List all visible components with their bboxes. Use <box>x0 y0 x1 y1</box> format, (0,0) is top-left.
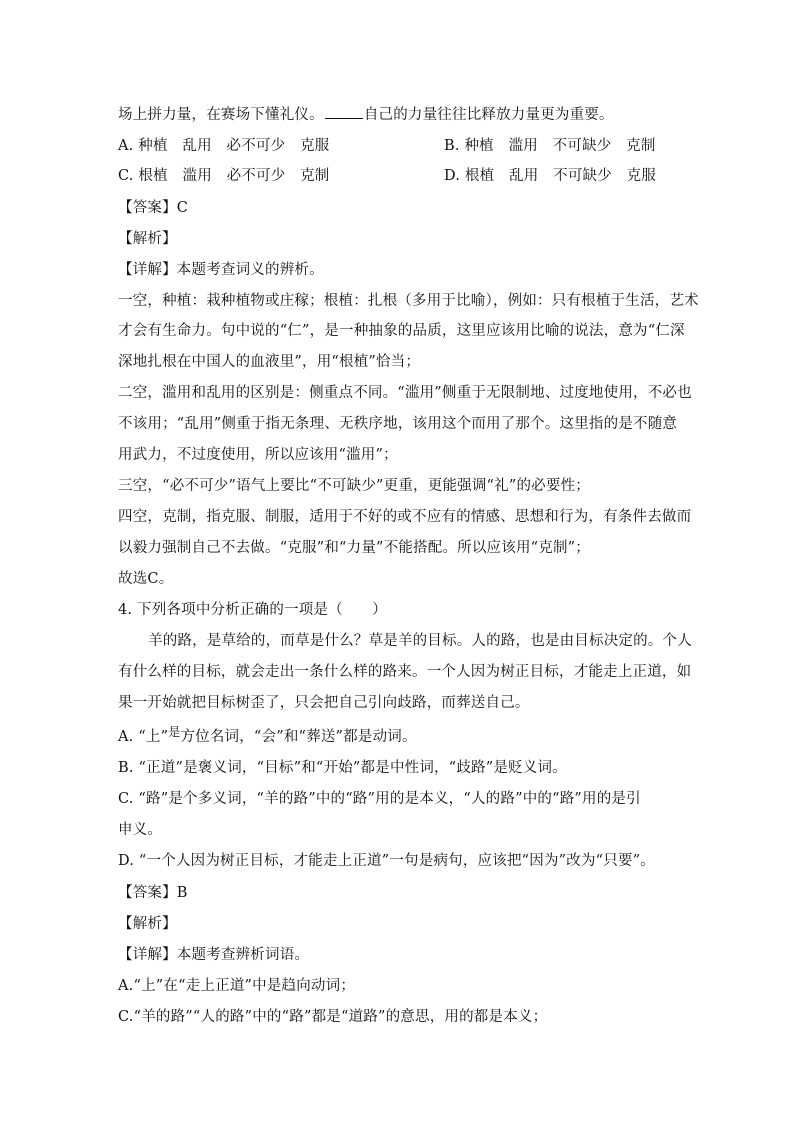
q3-analysis-line: 二空，滥用和乱用的区别是：侧重点不同。“滥用”侧重于无限制地、过度地使用，不必也 <box>118 385 692 401</box>
q3-analysis-line: 三空，“必不可少”语气上要比“不可缺少”更重，更能强调“礼”的必要性； <box>118 478 590 494</box>
q3-option-d: D. 根植 乱用 不可缺少 克服 <box>444 168 657 184</box>
q3-option-a: A. 种植 乱用 必不可少 克服 <box>118 138 330 154</box>
q3-analysis-line: 以毅力强制自己不去做。“克服”和“力量”不能搭配。所以应该用“克制”； <box>118 540 590 556</box>
q4-option-a-pre: A. “上” <box>118 729 169 745</box>
q3-analysis-title: 【解析】 <box>118 231 177 247</box>
fill-blank <box>325 106 363 119</box>
q4-passage-line: 有什么样的目标，就会走出一条什么样的路来。一个人因为树正目标，才能走上正道，如 <box>118 664 692 680</box>
q3-answer: 【答案】C <box>118 200 189 216</box>
q4-answer: 【答案】B <box>118 885 188 901</box>
q4-passage-line: 果一开始就把目标树歪了，只会把自己引向歧路，而葬送自己。 <box>118 695 530 711</box>
q3-options-row-2 <box>118 167 678 185</box>
q3-detail: 【详解】本题考查词义的辨析。 <box>118 262 324 278</box>
q3-conclusion: 故选C。 <box>118 571 174 587</box>
q4-option-a-superscript: 是 <box>168 725 181 739</box>
q4-option-d: D. “一个人因为树正目标，才能走上正道”一句是病句，应该把“因为”改为“只要”。 <box>118 853 656 869</box>
q4-option-a-post: 方位名词，“会”和“葬送”都是动词。 <box>180 729 417 745</box>
q4-option-a <box>118 725 678 746</box>
q4-analysis-line: C.“羊的路”“人的路”中的“路”都是“道路”的意思，用的都是本义； <box>118 1009 548 1025</box>
q3-analysis-line: 四空，克制，指克服、制服，适用于不好的或不应有的情感、思想和行为，有条件去做而 <box>118 509 692 525</box>
q3-stem-tail <box>118 106 678 124</box>
q3-analysis-line: 深地扎根在中国人的血液里”，用“根植”恰当； <box>118 354 421 370</box>
q4-option-c: C. “路”是个多义词，“羊的路”中的“路”用的是本义，“人的路”中的“路”用的是引 <box>118 791 641 807</box>
q4-stem: 4. 下列各项中分析正确的一项是（ ） <box>118 602 387 618</box>
q4-option-c-cont: 申义。 <box>118 822 163 838</box>
q4-analysis-title: 【解析】 <box>118 916 177 932</box>
q3-stem-part-b: 自己的力量往往比释放力量更为重要。 <box>363 107 614 123</box>
q4-passage-line: 羊的路，是草给的，而草是什么？草是羊的目标。人的路，也是由目标决定的。个人 <box>148 633 692 649</box>
q3-options-row-1 <box>118 137 678 155</box>
q3-analysis-line: 才会有生命力。句中说的“仁”，是一种抽象的品质，这里应该用比喻的说法，意为“仁深 <box>118 323 685 339</box>
q3-analysis-line: 用武力，不过度使用，所以应该用“滥用”； <box>118 447 398 463</box>
q3-analysis-line: 不该用；“乱用”侧重于指无条理、无秩序地，该用这个而用了那个。这里指的是不随意 <box>118 416 678 432</box>
q3-option-b: B. 种植 滥用 不可缺少 克制 <box>444 138 656 154</box>
q4-detail: 【详解】本题考查辨析词语。 <box>118 947 310 963</box>
q3-option-c: C. 根植 滥用 必不可少 克制 <box>118 168 330 184</box>
q3-stem-part-a: 场上拼力量，在赛场下懂礼仪。 <box>118 107 324 123</box>
q4-option-b: B. “正道”是褒义词，“目标”和“开始”都是中性词，“歧路”是贬义词。 <box>118 760 567 776</box>
q3-analysis-line: 一空，种植：栽种植物或庄稼；根植：扎根（多用于比喻），例如：只有根植于生活，艺术 <box>118 293 699 309</box>
q4-analysis-line: A.“上”在“走上正道”中是趋向动词； <box>118 978 356 994</box>
